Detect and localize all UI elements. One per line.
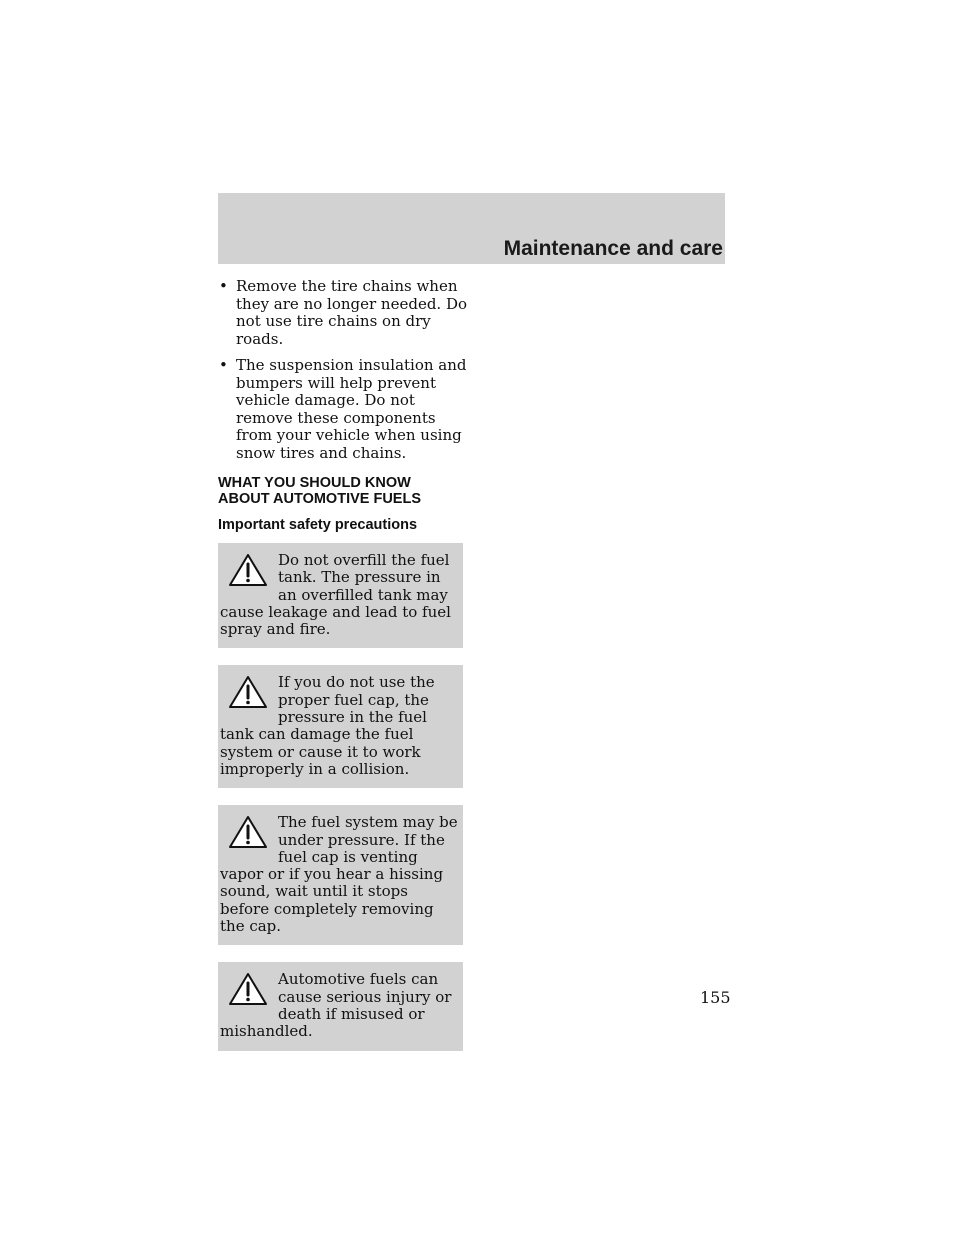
main-column <box>218 278 468 1068</box>
bullet-marker: • <box>219 356 228 374</box>
section-heading-line: WHAT YOU SHOULD KNOW <box>218 475 411 491</box>
warning-box <box>218 962 463 1050</box>
bullet-item <box>218 278 468 348</box>
warning-triangle-icon <box>228 815 268 849</box>
warning-text: Automotive fuels can cause serious injury or death if misused or mishandled. <box>220 970 452 1041</box>
warning-text: Do not overfill the fuel tank. The pressure in an overfilled tank may cause leakage and lead to fuel spray and fire. <box>220 551 451 639</box>
bullet-text: The suspension insulation and bumpers will help prevent vehicle damage. Do not remove these components from your vehicle when using snow tires and chains. <box>236 356 467 462</box>
warning-box <box>218 665 463 788</box>
warning-triangle-icon <box>228 972 268 1006</box>
bullet-item <box>218 357 468 462</box>
warning-box <box>218 805 463 945</box>
warning-triangle-icon <box>228 553 268 587</box>
section-heading-line: ABOUT AUTOMOTIVE FUELS <box>218 491 421 507</box>
section-header-band <box>218 193 725 264</box>
page-number: 155 <box>700 988 731 1007</box>
sub-heading: Important safety precautions <box>218 517 418 533</box>
section-title: Maintenance and care <box>503 237 723 260</box>
warning-triangle-icon <box>228 675 268 709</box>
bullet-marker: • <box>219 277 228 295</box>
warning-box <box>218 543 463 648</box>
warning-text: If you do not use the proper fuel cap, the pressure in the fuel tank can damage the fuel system or cause it to work improperly in a collision. <box>220 673 435 778</box>
section-heading <box>218 475 468 507</box>
warning-text: The fuel system may be under pressure. If the fuel cap is venting vapor or if you hear a hissing sound, wait until it stops before completely removing the cap. <box>220 813 458 936</box>
bullet-text: Remove the tire chains when they are no longer needed. Do not use tire chains on dry roads. <box>236 277 468 348</box>
